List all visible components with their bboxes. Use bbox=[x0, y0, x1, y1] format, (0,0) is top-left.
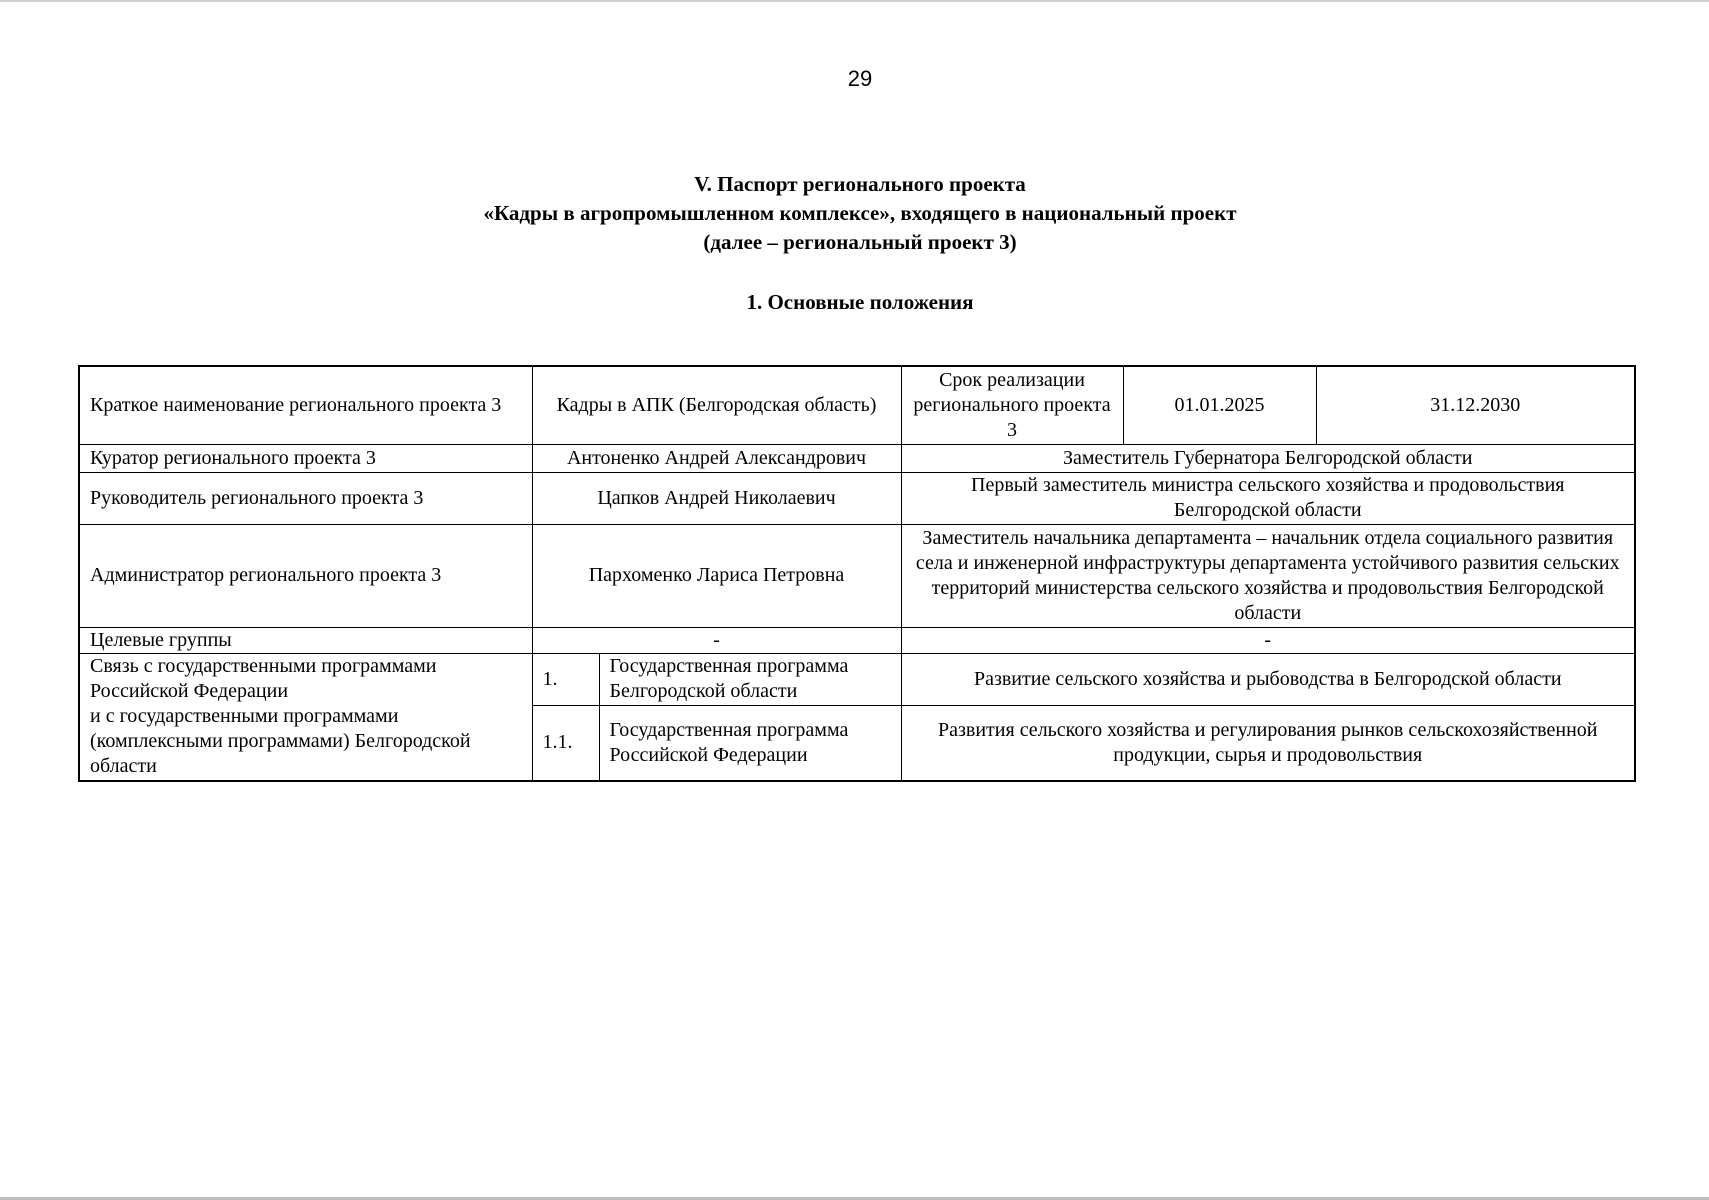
short-name-label: Краткое наименование регионального проекта 3 bbox=[79, 366, 532, 444]
title-line-1: V. Паспорт регионального проекта bbox=[694, 172, 1026, 196]
admin-position: Заместитель начальника департамента – начальник отдела социального развития села и инженерной инфраструктуры департамента устойчивого развития сельских территорий министерства сельского хозяйства и продовольствия Белгородской области bbox=[901, 524, 1635, 627]
title-line-3: (далее – региональный проект 3) bbox=[703, 230, 1017, 254]
table-row bbox=[79, 366, 1635, 444]
term-label: Срок реализации регионального проекта 3 bbox=[901, 366, 1123, 444]
target-groups-value-2: - bbox=[901, 627, 1635, 653]
head-label: Руководитель регионального проекта 3 bbox=[79, 472, 532, 524]
table-row bbox=[79, 472, 1635, 524]
admin-name: Пархоменко Лариса Петровна bbox=[532, 524, 901, 627]
head-name: Цапков Андрей Николаевич bbox=[532, 472, 901, 524]
program-link-label bbox=[79, 653, 532, 781]
program-name: Развитие сельского хозяйства и рыбоводства в Белгородской области bbox=[901, 653, 1635, 705]
program-link-label-part-1: Связь с государственными программами Российской Федерации bbox=[90, 655, 437, 703]
curator-position: Заместитель Губернатора Белгородской области bbox=[901, 444, 1635, 472]
section-title: 1. Основные положения bbox=[746, 290, 974, 314]
target-groups-label: Целевые группы bbox=[79, 627, 532, 653]
short-name-value: Кадры в АПК (Белгородская область) bbox=[532, 366, 901, 444]
program-type: Государственная программа Белгородской области bbox=[599, 653, 901, 705]
program-number: 1. bbox=[532, 653, 599, 705]
program-link-label-part-2: и с государственными программами (комплексными программами) Белгородской области bbox=[90, 705, 471, 778]
head-position: Первый заместитель министра сельского хозяйства и продовольствия Белгородской области bbox=[901, 472, 1635, 524]
table-row bbox=[79, 444, 1635, 472]
table-row bbox=[79, 653, 1635, 705]
curator-name: Антоненко Андрей Александрович bbox=[532, 444, 901, 472]
document-title bbox=[0, 170, 1709, 257]
program-type: Государственная программа Российской Федерации bbox=[599, 705, 901, 781]
title-line-2: «Кадры в агропромышленном комплексе», входящего в национальный проект bbox=[483, 201, 1237, 225]
project-passport-table bbox=[78, 365, 1636, 782]
table-row bbox=[79, 627, 1635, 653]
curator-label: Куратор регионального проекта 3 bbox=[79, 444, 532, 472]
page-number: 29 bbox=[847, 66, 873, 91]
admin-label: Администратор регионального проекта 3 bbox=[79, 524, 532, 627]
program-name: Развития сельского хозяйства и регулирования рынков сельскохозяйственной продукции, сырья и продовольствия bbox=[901, 705, 1635, 781]
end-date: 31.12.2030 bbox=[1316, 366, 1635, 444]
start-date: 01.01.2025 bbox=[1123, 366, 1316, 444]
target-groups-value: - bbox=[532, 627, 901, 653]
program-number: 1.1. bbox=[532, 705, 599, 781]
scan-top-edge bbox=[0, 0, 1709, 2]
table-row bbox=[79, 524, 1635, 627]
